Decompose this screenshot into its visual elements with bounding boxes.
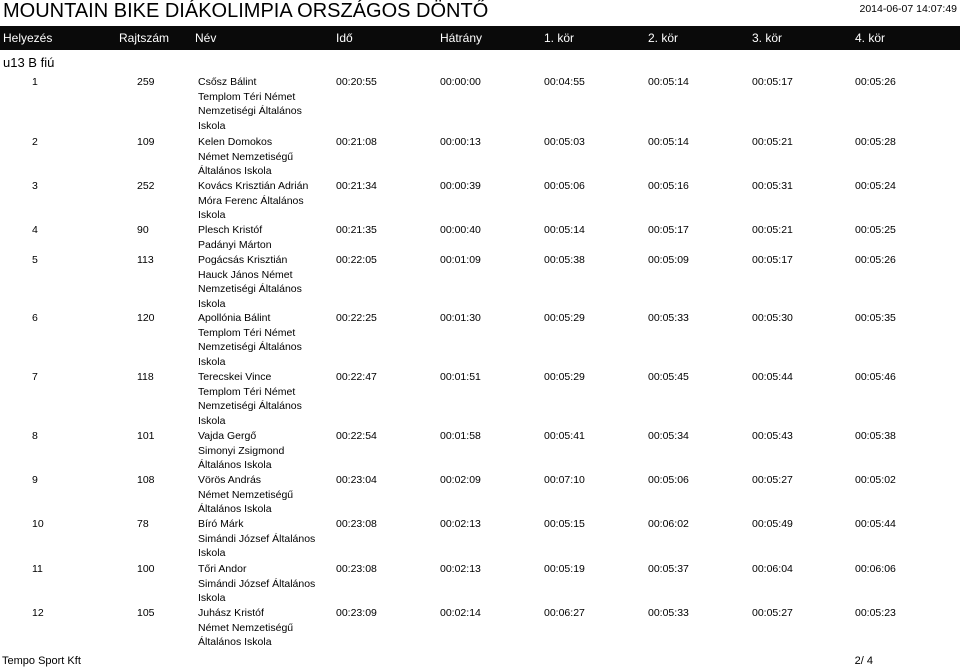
- lap2-time: 00:06:02: [648, 518, 689, 530]
- lap2-time: 00:05:37: [648, 563, 689, 575]
- gap-time: 00:01:09: [440, 254, 481, 266]
- school-line: Iskola: [198, 414, 226, 427]
- gap-time: 00:02:13: [440, 563, 481, 575]
- table-header: [0, 26, 960, 50]
- bib-number: 108: [137, 474, 155, 486]
- athlete-name: Apollónia Bálint: [198, 312, 271, 324]
- athlete-block: [198, 517, 328, 561]
- placement: 4: [32, 224, 38, 236]
- school-line: Simándi József Általános: [198, 577, 316, 590]
- lap2-time: 00:05:34: [648, 430, 689, 442]
- gap-time: 00:00:40: [440, 224, 481, 236]
- school-line: Iskola: [198, 209, 226, 222]
- athlete-block: [198, 429, 318, 473]
- athlete-name: Kovács Krisztián Adrián: [198, 180, 309, 192]
- school-line: Nemzetiségi Általános: [198, 105, 302, 118]
- school-line: Általános Iskola: [198, 503, 272, 516]
- gap-time: 00:02:09: [440, 474, 481, 486]
- athlete-name: Juhász Kristóf: [198, 607, 264, 619]
- page-number: 2/ 4: [854, 655, 873, 667]
- lap3-time: 00:05:27: [752, 607, 793, 619]
- col-header-bib: Rajtszám: [119, 31, 170, 45]
- athlete-name: Csősz Bálint: [198, 76, 257, 88]
- athlete-name: Vörös András: [198, 474, 262, 486]
- total-time: 00:22:05: [336, 254, 377, 266]
- lap4-time: 00:05:28: [855, 136, 896, 148]
- lap3-time: 00:05:17: [752, 76, 793, 88]
- athlete-block: [198, 473, 318, 517]
- school-line: Iskola: [198, 547, 226, 560]
- lap4-time: 00:05:35: [855, 312, 896, 324]
- lap1-time: 00:05:15: [544, 518, 585, 530]
- lap4-time: 00:05:44: [855, 518, 896, 530]
- athlete-name: Pogácsás Krisztián: [198, 254, 288, 266]
- lap3-time: 00:06:04: [752, 563, 793, 575]
- athlete-name: Bíró Márk: [198, 518, 244, 530]
- placement: 8: [32, 430, 38, 442]
- lap4-time: 00:05:26: [855, 254, 896, 266]
- col-header-name: Név: [195, 31, 217, 45]
- col-header-time: Idő: [336, 31, 353, 45]
- lap3-time: 00:05:30: [752, 312, 793, 324]
- lap3-time: 00:05:21: [752, 136, 793, 148]
- school-line: Iskola: [198, 592, 226, 605]
- total-time: 00:21:08: [336, 136, 377, 148]
- bib-number: 113: [137, 254, 154, 266]
- athlete-block: [198, 135, 318, 179]
- category-label: u13 B fiú: [3, 55, 55, 70]
- placement: 6: [32, 312, 38, 324]
- gap-time: 00:01:58: [440, 430, 481, 442]
- school-line: Móra Ferenc Általános: [198, 194, 304, 207]
- school-line: Német Nemzetiségű: [198, 621, 294, 634]
- lap3-time: 00:05:17: [752, 254, 793, 266]
- lap2-time: 00:05:14: [648, 76, 689, 88]
- total-time: 00:23:08: [336, 518, 377, 530]
- school-line: Általános Iskola: [198, 636, 272, 649]
- col-header-lap4: 4. kör: [855, 31, 886, 45]
- placement: 5: [32, 254, 38, 266]
- placement: 10: [32, 518, 44, 530]
- athlete-name: Plesch Kristóf: [198, 224, 263, 236]
- lap4-time: 00:05:38: [855, 430, 896, 442]
- total-time: 00:22:25: [336, 312, 377, 324]
- lap1-time: 00:05:41: [544, 430, 585, 442]
- lap1-time: 00:07:10: [544, 474, 585, 486]
- lap3-time: 00:05:21: [752, 224, 793, 236]
- bib-number: 105: [137, 607, 155, 619]
- bib-number: 100: [137, 563, 155, 575]
- lap1-time: 00:05:29: [544, 371, 585, 383]
- bib-number: 90: [137, 224, 149, 236]
- bib-number: 101: [137, 430, 155, 442]
- lap1-time: 00:06:27: [544, 607, 585, 619]
- lap4-time: 00:05:25: [855, 224, 896, 236]
- col-header-gap: Hátrány: [440, 31, 483, 45]
- placement: 9: [32, 474, 38, 486]
- lap1-time: 00:05:19: [544, 563, 585, 575]
- lap1-time: 00:04:55: [544, 76, 585, 88]
- lap2-time: 00:05:33: [648, 312, 689, 324]
- footer-company: Tempo Sport Kft: [2, 655, 81, 667]
- placement: 7: [32, 371, 38, 383]
- school-line: Hauck János Német: [198, 268, 293, 281]
- athlete-name: Tőri Andor: [198, 563, 247, 575]
- top-bar: [0, 0, 960, 25]
- col-header-lap2: 2. kör: [648, 31, 679, 45]
- lap3-time: 00:05:49: [752, 518, 793, 530]
- lap2-time: 00:05:09: [648, 254, 689, 266]
- athlete-block: [198, 562, 328, 606]
- placement: 2: [32, 136, 38, 148]
- school-line: Nemzetiségi Általános: [198, 283, 302, 296]
- lap1-time: 00:05:29: [544, 312, 585, 324]
- page-title: MOUNTAIN BIKE DIÁKOLIMPIA ORSZÁGOS DÖNTŐ: [3, 0, 489, 22]
- gap-time: 00:01:51: [440, 371, 481, 383]
- lap4-time: 00:05:02: [855, 474, 896, 486]
- athlete-name: Vajda Gergő: [198, 430, 257, 442]
- athlete-block: [198, 179, 328, 223]
- lap3-time: 00:05:31: [752, 180, 793, 192]
- gap-time: 00:00:39: [440, 180, 481, 192]
- lap3-time: 00:05:44: [752, 371, 793, 383]
- lap4-time: 00:06:06: [855, 563, 896, 575]
- lap1-time: 00:05:06: [544, 180, 585, 192]
- col-header-lap3: 3. kör: [752, 31, 783, 45]
- col-header-lap1: 1. kör: [544, 31, 575, 45]
- school-line: Nemzetiségi Általános: [198, 341, 302, 354]
- col-header-placement: Helyezés: [3, 31, 53, 45]
- lap1-time: 00:05:14: [544, 224, 585, 236]
- school-line: Általános Iskola: [198, 165, 272, 178]
- lap2-time: 00:05:16: [648, 180, 689, 192]
- athlete-block: [198, 75, 318, 133]
- gap-time: 00:00:00: [440, 76, 481, 88]
- athlete-block: [198, 223, 318, 252]
- bib-number: 252: [137, 180, 155, 192]
- school-line: Nemzetiségi Általános: [198, 400, 302, 413]
- timestamp: 2014-06-07 14:07:49: [859, 3, 957, 15]
- total-time: 00:23:04: [336, 474, 377, 486]
- school-line: Iskola: [198, 119, 226, 132]
- school-line: Simonyi Zsigmond: [198, 444, 285, 457]
- lap2-time: 00:05:06: [648, 474, 689, 486]
- gap-time: 00:00:13: [440, 136, 481, 148]
- total-time: 00:20:55: [336, 76, 377, 88]
- bib-number: 118: [137, 371, 154, 383]
- bib-number: 120: [137, 312, 155, 324]
- lap2-time: 00:05:45: [648, 371, 689, 383]
- placement: 3: [32, 180, 38, 192]
- bib-number: 109: [137, 136, 155, 148]
- school-line: Padányi Márton: [198, 238, 272, 251]
- lap3-time: 00:05:27: [752, 474, 793, 486]
- total-time: 00:21:34: [336, 180, 377, 192]
- lap3-time: 00:05:43: [752, 430, 793, 442]
- school-line: Templom Téri Német: [198, 326, 296, 339]
- bib-number: 78: [137, 518, 149, 530]
- athlete-name: Terecskei Vince: [198, 371, 272, 383]
- athlete-block: [198, 606, 318, 650]
- gap-time: 00:02:14: [440, 607, 481, 619]
- school-line: Német Nemzetiségű: [198, 150, 294, 163]
- placement: 1: [32, 76, 38, 88]
- bib-number: 259: [137, 76, 155, 88]
- placement: 12: [32, 607, 44, 619]
- total-time: 00:23:08: [336, 563, 377, 575]
- school-line: Templom Téri Német: [198, 90, 296, 103]
- school-line: Templom Téri Német: [198, 385, 296, 398]
- gap-time: 00:02:13: [440, 518, 481, 530]
- lap4-time: 00:05:23: [855, 607, 896, 619]
- athlete-block: [198, 311, 318, 369]
- lap2-time: 00:05:33: [648, 607, 689, 619]
- lap4-time: 00:05:26: [855, 76, 896, 88]
- lap2-time: 00:05:17: [648, 224, 689, 236]
- lap2-time: 00:05:14: [648, 136, 689, 148]
- school-line: Iskola: [198, 297, 226, 310]
- placement: 11: [32, 563, 43, 575]
- athlete-block: [198, 370, 318, 428]
- athlete-block: [198, 253, 318, 311]
- total-time: 00:23:09: [336, 607, 377, 619]
- total-time: 00:22:47: [336, 371, 377, 383]
- gap-time: 00:01:30: [440, 312, 481, 324]
- school-line: Általános Iskola: [198, 459, 272, 472]
- school-line: Német Nemzetiségű: [198, 488, 294, 501]
- lap1-time: 00:05:03: [544, 136, 585, 148]
- lap4-time: 00:05:46: [855, 371, 896, 383]
- athlete-name: Kelen Domokos: [198, 136, 273, 148]
- lap4-time: 00:05:24: [855, 180, 896, 192]
- total-time: 00:21:35: [336, 224, 377, 236]
- lap1-time: 00:05:38: [544, 254, 585, 266]
- school-line: Simándi József Általános: [198, 532, 316, 545]
- school-line: Iskola: [198, 355, 226, 368]
- total-time: 00:22:54: [336, 430, 377, 442]
